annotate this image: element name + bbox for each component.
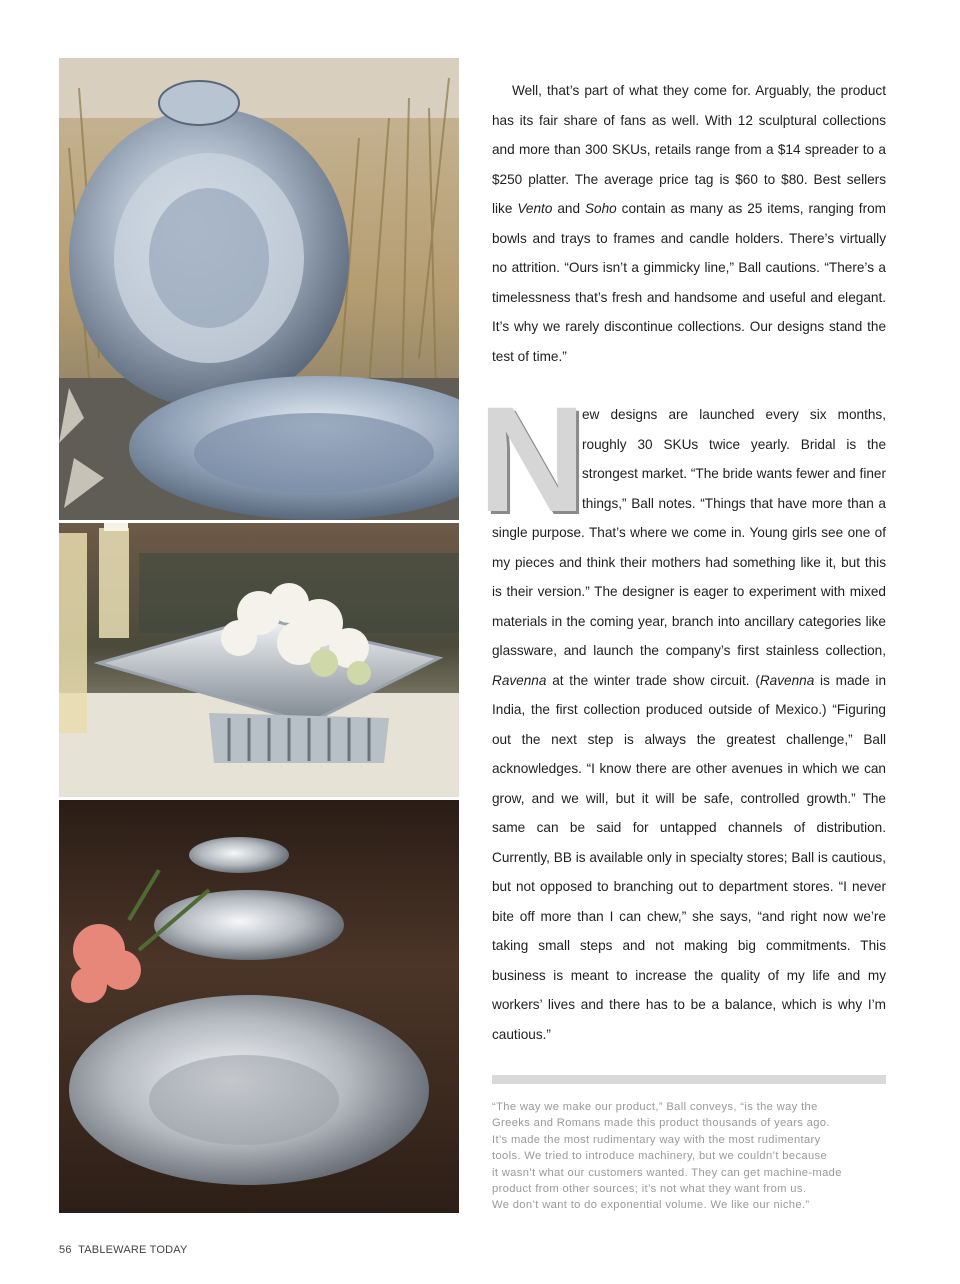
pullquote-line: “The way we make our product,” Ball conveys, “is the way the [492, 1101, 818, 1113]
pedestal-bowl-flowers-photo [59, 523, 459, 797]
article-paragraph-2 [477, 375, 887, 1049]
pullquote-line: It’s made the most rudimentary way with the most rudimentary [492, 1133, 821, 1146]
pullquote-line: it wasn’t what our customers wanted. They can get machine-made [492, 1166, 842, 1179]
para2-end: is made in India, the first collection produced outside of Mexico.) “Figuring out the next step is always the greatest challenge,” Ball acknowledges. “I know there are other avenues in which we can grow, and we will, but it will be safe, controlled growth.” The same can be said for untapped channels of distribution. Currently, BB is available only in specialty stores; Ball is cautious, but not opposed to branching out to department stores. “I never bite off more than I can chew,” she says, “and right now we’re taking small steps and not making big commitments. This business is meant to increase the quality of my life and my workers’ lives and there has to be a balance, which is why I’m cautious.” [492, 672, 887, 1042]
page-footer [59, 1244, 188, 1256]
article-paragraph-1 [492, 76, 886, 371]
pullquote-line: We don’t want to do exponential volume. We like our niche.” [492, 1199, 810, 1212]
para1-text: Well, that’s part of what they come for. Arguably, the product has its fair share of fans as well. With 12 sculptural collections and more than 300 SKUs, retails range from a $14 spreader to a $250 platter. The average price tag is $60 to $80. Best sellers like [492, 83, 886, 216]
page-number: 56 [59, 1244, 72, 1256]
pullquote-line: tools. We tried to introduce machinery, but we couldn’t because [492, 1150, 828, 1163]
pullquote-line: Greeks and Romans made this product thousands of years ago. [492, 1117, 830, 1130]
drop-cap: N [477, 375, 587, 543]
ruffled-bowls-photo [59, 800, 459, 1213]
para2-mid: at the winter trade show circuit. ( [546, 672, 760, 688]
para1-italic-soho: Soho [584, 201, 617, 216]
para2-italic-ravenna-b: Ravenna [759, 672, 815, 688]
para2-italic-ravenna-a: Ravenna [492, 672, 547, 688]
para1-italic-vento: Vento [517, 201, 553, 216]
pullquote-divider [492, 1075, 886, 1084]
pullquote [492, 1099, 886, 1214]
pullquote-line: product from other sources; it’s not what they want from us. [492, 1183, 807, 1196]
para1-mid: and [552, 201, 585, 216]
para1-end: contain as many as 25 items, ranging from bowls and trays to frames and candle holders. There’s virtually no attrition. “Ours isn’t a gimmicky line,” Ball cautions. “There’s a timelessness that’s fresh and handsome and useful and elegant. It’s why we rarely discontinue collections. Our designs stand the test of time.” [492, 201, 886, 364]
crab-platter-photo [59, 58, 459, 520]
publication-name: TABLEWARE TODAY [78, 1244, 188, 1256]
para2-text: ew designs are launched every six months, roughly 30 SKUs twice yearly. Bridal is the strongest market. “The bride wants fewer and finer things,” Ball notes. “Things that have more than a single purpose. That’s where we come in. Young girls see one of my pieces and think their mothers had something like it, but this is their version.” The designer is eager to experiment with mixed materials in the coming year, branch into ancillary categories like glassware, and launch the company’s first stainless collection, [492, 407, 886, 658]
